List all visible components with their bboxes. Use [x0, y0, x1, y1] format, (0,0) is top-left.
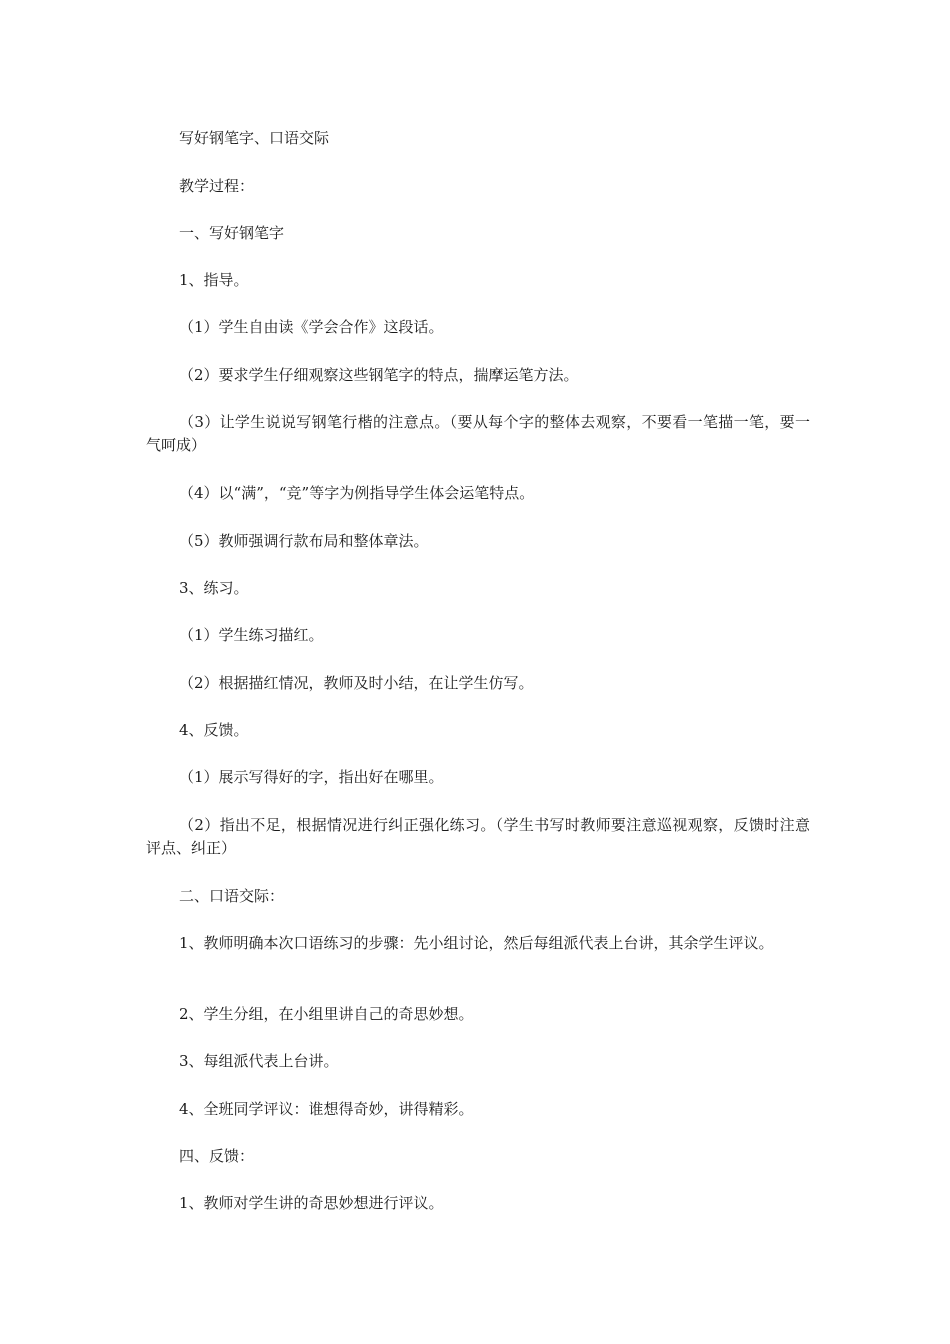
- section-heading: 一、写好钢笔字: [179, 224, 285, 242]
- paragraph: （5）教师强调行款布局和整体章法。: [179, 532, 429, 550]
- paragraph: （1）学生练习描红。: [179, 626, 324, 644]
- paragraph: （1）展示写得好的字，指出好在哪里。: [179, 768, 444, 786]
- paragraph: （2）指出不足，根据情况进行纠正强化练习。（学生书写时教师要注意巡视观察，反馈时注意评点、纠正）: [146, 816, 810, 857]
- paragraph: 2、学生分组，在小组里讲自己的奇思妙想。: [179, 1005, 474, 1023]
- section-heading: 四、反馈：: [179, 1147, 255, 1165]
- paragraph: 3、每组派代表上台讲。: [179, 1052, 339, 1070]
- paragraph: 3、练习。: [179, 579, 249, 597]
- paragraph: 4、全班同学评议：谁想得奇妙，讲得精彩。: [179, 1100, 474, 1118]
- paragraph: （2）根据描红情况，教师及时小结，在让学生仿写。: [179, 674, 534, 692]
- paragraph: 1、教师对学生讲的奇思妙想进行评议。: [179, 1194, 444, 1212]
- paragraph: （3）让学生说说写钢笔行楷的注意点。（要从每个字的整体去观察，不要看一笔描一笔，要一气呵成）: [146, 413, 810, 454]
- paragraph: 4、反馈。: [179, 721, 249, 739]
- paragraph: 1、指导。: [179, 271, 249, 289]
- paragraph: 教学过程：: [179, 177, 255, 195]
- paragraph: （2）要求学生仔细观察这些钢笔字的特点，揣摩运笔方法。: [179, 366, 579, 384]
- paragraph: 1、教师明确本次口语练习的步骤：先小组讨论，然后每组派代表上台讲，其余学生评议。: [179, 934, 774, 952]
- section-heading: 二、口语交际：: [179, 887, 285, 905]
- paragraph: （4）以“满”，“竞”等字为例指导学生体会运笔特点。: [179, 484, 535, 502]
- paragraph: （1）学生自由读《学会合作》这段话。: [179, 318, 444, 336]
- doc-title: 写好钢笔字、口语交际: [179, 129, 330, 147]
